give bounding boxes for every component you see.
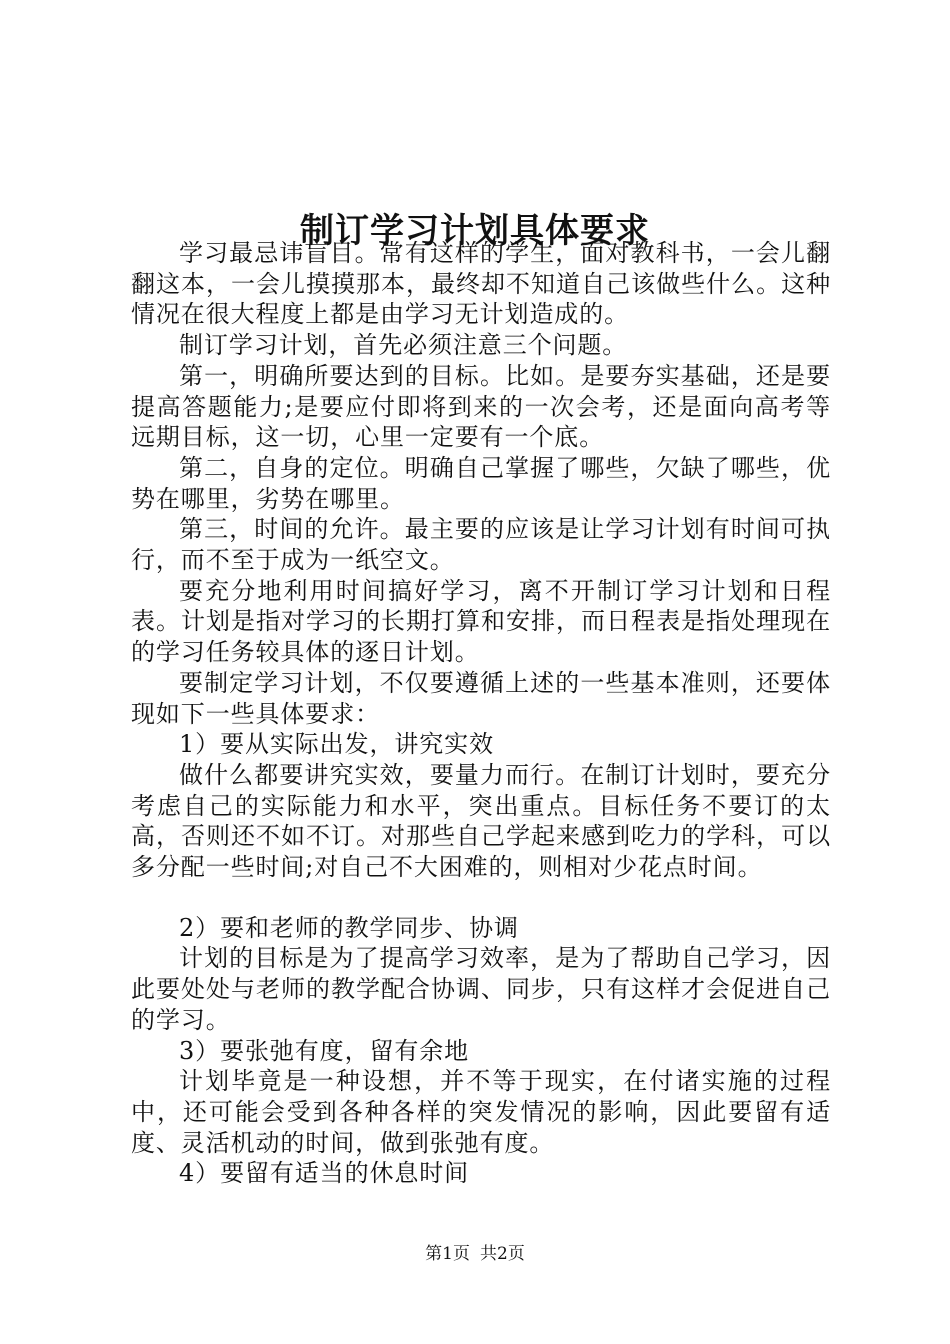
document-title: 制订学习计划具体要求 xyxy=(300,210,650,251)
section-heading: 1）要从实际出发，讲究实效 xyxy=(179,730,494,759)
section-heading: 4）要留有适当的休息时间 xyxy=(179,1159,470,1188)
paragraph: 第三，时间的允许。最主要的应该是让学习计划有时间可执行，而不至于成为一纸空文。 xyxy=(131,515,831,575)
page-footer xyxy=(0,1243,950,1265)
paragraph: 要制定学习计划，不仅要遵循上述的一些基本准则，还要体现如下一些具体要求： xyxy=(131,668,831,728)
paragraph: 第二，自身的定位。明确自己掌握了哪些，欠缺了哪些，优势在哪里，劣势在哪里。 xyxy=(131,453,831,513)
paragraph: 做什么都要讲究实效，要量力而行。在制订计划时，要充分考虑自己的实际能力和水平，突出重点。目标任务不要订的太高，否则还不如不订。对那些自己学起来感到吃力的学科，可以多分配一些时间;对自己不大困难的，则相对少花点时间。 xyxy=(131,760,831,882)
paragraph: 第一，明确所要达到的目标。比如。是要夯实基础，还是要提高答题能力;是要应付即将到来的一次会考，还是面向高考等远期目标，这一切，心里一定要有一个底。 xyxy=(131,361,831,452)
section-heading: 2）要和老师的教学同步、协调 xyxy=(179,913,519,942)
section-heading: 3）要张弛有度，留有余地 xyxy=(179,1036,470,1065)
paragraph: 要充分地利用时间搞好学习，离不开制订学习计划和日程表。计划是指对学习的长期打算和安排，而日程表是指处理现在的学习任务较具体的逐日计划。 xyxy=(131,576,831,667)
paragraph: 学习最忌讳盲目。常有这样的学生，面对教科书，一会儿翻翻这本，一会儿摸摸那本，最终却不知道自己该做些什么。这种情况在很大程度上都是由学习无计划造成的。 xyxy=(131,239,831,329)
page-count: 共2页 xyxy=(480,1244,525,1264)
paragraph: 制订学习计划，首先必须注意三个问题。 xyxy=(179,331,628,360)
document-body xyxy=(131,238,831,1189)
paragraph: 计划毕竟是一种设想，并不等于现实，在付诸实施的过程中，还可能会受到各种各样的突发情况的影响，因此要留有适度、灵活机动的时间，做到张弛有度。 xyxy=(131,1067,831,1157)
paragraph: 计划的目标是为了提高学习效率，是为了帮助自己学习，因此要处处与老师的教学配合协调、同步，只有这样才会促进自己的学习。 xyxy=(131,944,831,1034)
page-number: 第1页 xyxy=(425,1244,470,1264)
